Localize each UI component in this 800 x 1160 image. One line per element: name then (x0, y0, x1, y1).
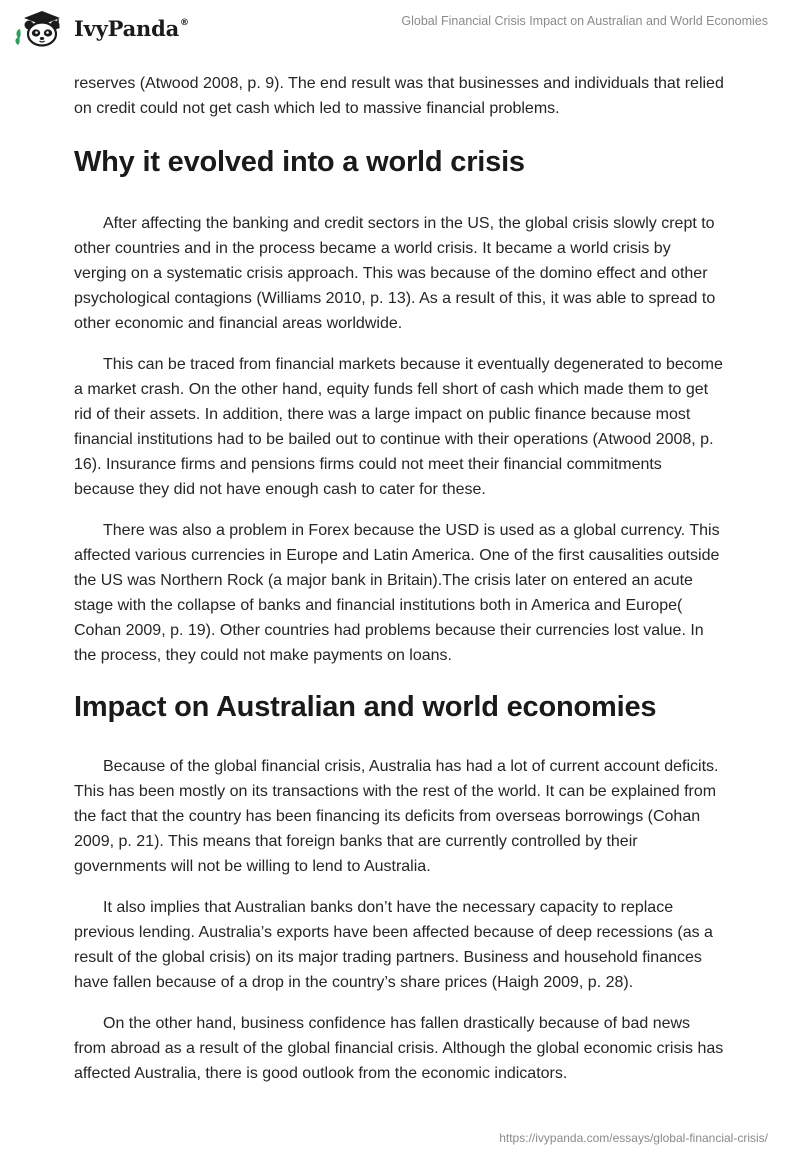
paragraph: There was also a problem in Forex because the USD is used as a global currency. This affected various currencies in Europe and Latin America. One of the first causalities outside the US was Northern Rock (a major bank in Britain).The crisis later on entered an acute stage with the collapse of banks and financial institutions both in America and Europe( Cohan 2009, p. 19). Other countries had problems because their currencies lost value. In the process, they could not make payments on loans. (74, 522, 720, 664)
article-body (74, 71, 726, 1086)
panda-graduate-icon (14, 9, 68, 47)
paragraph: On the other hand, business confidence has fallen drastically because of bad news from abroad as a result of the global financial crisis. Although the global economic crisis has affected Australia, there is good outlook from the economic indicators. (74, 1015, 724, 1082)
paragraph: After affecting the banking and credit sectors in the US, the global crisis slowly crept to other countries and in the process became a world crisis. It became a world crisis by verging on a systematic crisis approach. This was because of the domino effect and other psychological contagions (Williams 2010, p. 13). As a result of this, it was able to spread to other economic and financial areas worldwide. (74, 215, 716, 332)
paragraph: This can be traced from financial markets because it eventually degenerated to become a market crash. On the other hand, equity funds fell short of cash which made them to get rid of their assets. In addition, there was a large impact on public finance because most financial institutions had to be bailed out to continue with their operations (Atwood 2008, p. 16). Insurance firms and pensions firms could not meet their financial commitments because they did not have enough cash to cater for these. (74, 356, 723, 498)
section-heading-world-crisis: Why it evolved into a world crisis (74, 146, 525, 178)
document-title: Global Financial Crisis Impact on Australian and World Economies (401, 14, 768, 28)
paragraph: Because of the global financial crisis, Australia has had a lot of current account deficits. This has been mostly on its transactions with the rest of the world. It can be explained from the fact that the country has been financing its deficits from overseas borrowings (Cohan 2009, p. 21). This means that foreign banks that are currently controlled by their governments will not be willing to lend to Australia. (74, 758, 719, 875)
ivypanda-logo[interactable] (14, 9, 189, 47)
paragraph: It also implies that Australian banks don’t have the necessary capacity to replace previous lending. Australia’s exports have been affected because of deep recessions (as a result of the global crisis) on its major trading partners. Business and household finances have fallen because of a drop in the country’s share prices (Haigh 2009, p. 28). (74, 899, 713, 991)
intro-paragraph: reserves (Atwood 2008, p. 9). The end result was that businesses and individuals that relied on credit could not get cash which led to massive financial problems. (74, 75, 724, 117)
registered-mark: ® (180, 17, 189, 28)
source-url[interactable]: https://ivypanda.com/essays/global-financial-crisis/ (499, 1131, 768, 1145)
page-header (0, 0, 800, 60)
section-heading-impact: Impact on Australian and world economies (74, 691, 657, 723)
brand-name: IvyPanda® (74, 15, 189, 41)
